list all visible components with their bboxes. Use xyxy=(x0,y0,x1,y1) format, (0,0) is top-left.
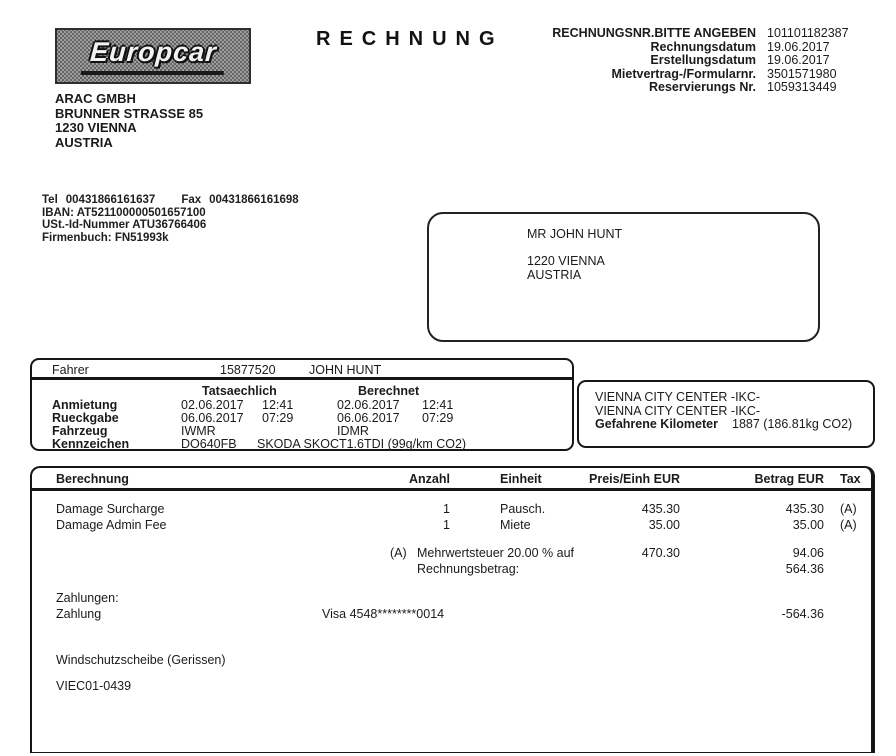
company-name: ARAC GMBH xyxy=(55,91,136,106)
tel-value: 00431866161637 xyxy=(65,194,156,206)
charge-item-tax: (A) xyxy=(840,518,857,532)
station-box xyxy=(577,380,875,448)
charges-header-price: Preis/Einh EUR xyxy=(589,472,680,486)
europcar-logo-text: Europcar xyxy=(80,37,225,75)
driver-header-row xyxy=(32,360,572,380)
europcar-logo xyxy=(55,28,251,84)
pickup-label: Anmietung xyxy=(52,398,118,412)
customer-city: 1220 VIENNA xyxy=(527,254,605,268)
meta-row-contract-number xyxy=(521,68,872,82)
pickup-charged-date: 02.06.2017 xyxy=(337,398,400,412)
charges-box xyxy=(30,466,875,753)
customer-name: MR JOHN HUNT xyxy=(527,227,623,241)
charge-item-qty: 1 xyxy=(443,518,450,532)
damage-code-row xyxy=(32,679,871,693)
return-actual-time: 07:29 xyxy=(262,411,294,425)
rental-details-box xyxy=(30,358,574,451)
invoice-date-label: Rechnungsdatum xyxy=(650,39,756,54)
plate-row xyxy=(32,437,572,450)
total-row xyxy=(32,562,871,576)
register-line: Firmenbuch: FN51993k xyxy=(42,231,169,244)
kilometers-label: Gefahrene Kilometer xyxy=(595,417,718,431)
meta-row-invoice-date xyxy=(521,41,872,55)
invoice-date-value: 19.06.2017 xyxy=(767,39,830,54)
driver-name: JOHN HUNT xyxy=(309,363,382,377)
charged-column-header: Berechnet xyxy=(358,384,420,398)
return-charged-time: 07:29 xyxy=(422,411,454,425)
return-label: Rueckgabe xyxy=(52,411,119,425)
kilometers-line xyxy=(595,418,873,432)
rental-column-headers xyxy=(32,384,572,397)
vehicle-description: SKODA SKOCT1.6TDI (99g/km CO2) xyxy=(257,437,467,451)
charge-item-unit: Miete xyxy=(500,518,531,532)
charge-item-name: Damage Surcharge xyxy=(56,502,165,516)
payment-method: Visa 4548********0014 xyxy=(322,607,445,621)
charge-item-price: 35.00 xyxy=(648,518,680,532)
payment-label: Zahlung xyxy=(56,607,102,621)
charge-item-name: Damage Admin Fee xyxy=(56,518,167,532)
payments-section-row xyxy=(32,591,871,605)
company-city: 1230 VIENNA xyxy=(55,120,137,135)
pickup-charged-time: 12:41 xyxy=(422,398,454,412)
invoice-meta xyxy=(521,27,872,95)
creation-date-value: 19.06.2017 xyxy=(767,53,830,67)
meta-row-invoice-number xyxy=(521,27,872,41)
charge-item-qty: 1 xyxy=(443,502,450,516)
charges-header-unit: Einheit xyxy=(500,472,542,486)
vat-row xyxy=(32,546,871,560)
invoice-number-label: RECHNUNGSNR.BITTE ANGEBEN xyxy=(552,26,756,40)
pickup-row xyxy=(32,398,572,411)
charge-item-unit: Pausch. xyxy=(500,502,546,516)
return-charged-date: 06.06.2017 xyxy=(337,411,400,425)
vat-base: 470.30 xyxy=(641,546,680,560)
creation-date-label: Erstellungsdatum xyxy=(650,53,756,67)
charge-item-row xyxy=(32,518,871,532)
vehicle-class-row xyxy=(32,424,572,437)
actual-column-header: Tatsaechlich xyxy=(202,384,277,398)
charges-header-row xyxy=(32,468,871,491)
customer-country: AUSTRIA xyxy=(527,268,582,282)
company-address xyxy=(55,92,203,150)
charge-item-amount: 435.30 xyxy=(785,502,824,516)
reservation-number-label: Reservierungs Nr. xyxy=(649,80,756,94)
charges-header-tax: Tax xyxy=(840,472,861,486)
fax-label: Fax xyxy=(181,194,202,206)
iban-line: IBAN: AT521100000501657100 xyxy=(42,206,206,219)
pickup-actual-time: 12:41 xyxy=(262,398,294,412)
charges-header-name: Berechnung xyxy=(56,472,129,486)
company-contact xyxy=(42,194,299,244)
vehicle-class-actual: IWMR xyxy=(181,424,216,438)
charges-header-amount: Betrag EUR xyxy=(754,472,824,486)
tel-fax-line xyxy=(42,194,299,207)
vat-marker: (A) xyxy=(390,546,407,560)
charge-item-row xyxy=(32,502,871,516)
company-country: AUSTRIA xyxy=(55,134,113,150)
vehicle-class-charged: IDMR xyxy=(337,424,369,438)
plate-label: Kennzeichen xyxy=(52,437,130,451)
plate-value: DO640FB xyxy=(181,437,237,451)
vat-amount: 94.06 xyxy=(792,546,824,560)
meta-row-reservation-number xyxy=(521,81,872,95)
vehicle-class-label: Fahrzeug xyxy=(52,424,108,438)
vat-id-line: USt.-Id-Nummer ATU36766406 xyxy=(42,219,207,231)
return-row xyxy=(32,411,572,424)
driver-id: 15877520 xyxy=(220,363,276,377)
charges-header-qty: Anzahl xyxy=(409,472,450,486)
charge-item-price: 435.30 xyxy=(641,502,680,516)
driver-label: Fahrer xyxy=(52,363,89,377)
charge-item-tax: (A) xyxy=(840,502,857,516)
return-actual-date: 06.06.2017 xyxy=(181,411,244,425)
contract-number-label: Mietvertrag-/Formularnr. xyxy=(611,66,756,81)
company-street: BRUNNER STRASSE 85 xyxy=(55,105,204,121)
total-label: Rechnungsbetrag: xyxy=(417,562,520,576)
document-title: RECHNUNG xyxy=(316,28,504,50)
pickup-actual-date: 02.06.2017 xyxy=(181,398,244,412)
return-station: VIENNA CITY CENTER -IKC- xyxy=(595,403,761,418)
tel-label: Tel xyxy=(42,194,58,206)
payments-section-label: Zahlungen: xyxy=(56,591,119,605)
damage-note: Windschutzscheibe (Gerissen) xyxy=(56,653,226,667)
customer-address-box xyxy=(427,212,820,342)
damage-code: VIEC01-0439 xyxy=(56,679,132,693)
invoice-number-value: 101101182387 xyxy=(767,26,849,40)
damage-note-row xyxy=(32,653,871,667)
payment-amount: -564.36 xyxy=(781,607,824,621)
vat-label: Mehrwertsteuer 20.00 % auf xyxy=(417,546,575,560)
total-amount: 564.36 xyxy=(785,562,824,576)
contract-number-value: 3501571980 xyxy=(767,66,837,81)
meta-row-creation-date xyxy=(521,54,872,68)
fax-value: 00431866161698 xyxy=(209,194,299,206)
reservation-number-value: 1059313449 xyxy=(767,80,837,94)
pickup-station: VIENNA CITY CENTER -IKC- xyxy=(595,390,761,404)
payment-row xyxy=(32,607,871,621)
charge-item-amount: 35.00 xyxy=(792,518,824,532)
kilometers-value: 1887 (186.81kg CO2) xyxy=(732,417,853,431)
